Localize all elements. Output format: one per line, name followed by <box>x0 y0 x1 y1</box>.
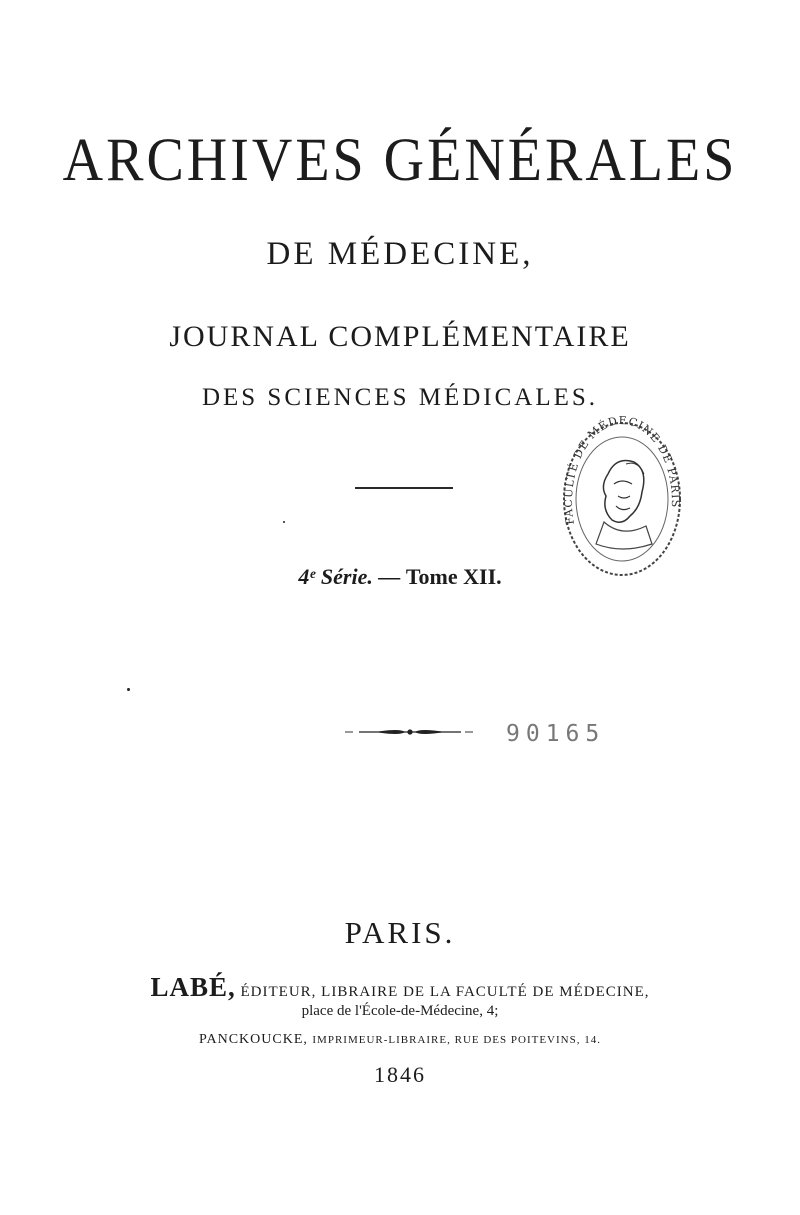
inventory-number: 90165 <box>506 721 606 747</box>
journal-description: JOURNAL COMPLÉMENTAIRE <box>169 320 631 353</box>
imprint-city: PARIS. <box>344 915 456 950</box>
publisher-name: LABÉ, <box>150 972 236 1002</box>
speck <box>127 688 130 691</box>
printer-name: PANCKOUCKE, <box>199 1032 308 1047</box>
journal-subtitle: DE MÉDECINE, <box>266 236 534 272</box>
printer-line <box>0 1032 800 1048</box>
printer-detail: IMPRIMEUR-LIBRAIRE, RUE DES POITEVINS, 14. <box>312 1034 601 1046</box>
ornament-rule <box>345 725 475 739</box>
svg-text:FACULTÉ DE MÉDECINE DE PARIS: FACULTÉ DE MÉDECINE DE PARIS <box>561 414 683 526</box>
divider-rule <box>355 487 453 489</box>
volume-label: Tome XII. <box>405 564 502 589</box>
publisher-role: ÉDITEUR, LIBRAIRE DE LA FACULTÉ DE MÉDECINE, <box>240 984 650 1000</box>
publisher-address: place de l'École-de-Médecine, 4; <box>301 1003 499 1019</box>
speck <box>283 521 285 523</box>
journal-scope: DES SCIENCES MÉDICALES. <box>201 384 599 411</box>
publisher-line <box>0 972 800 1003</box>
series-label: 4ᵉ Série. <box>298 564 373 589</box>
publication-year: 1846 <box>374 1062 426 1087</box>
journal-title: ARCHIVES GÉNÉRALES <box>62 125 738 195</box>
series-dash: — <box>372 564 406 589</box>
library-seal-icon <box>556 404 688 580</box>
